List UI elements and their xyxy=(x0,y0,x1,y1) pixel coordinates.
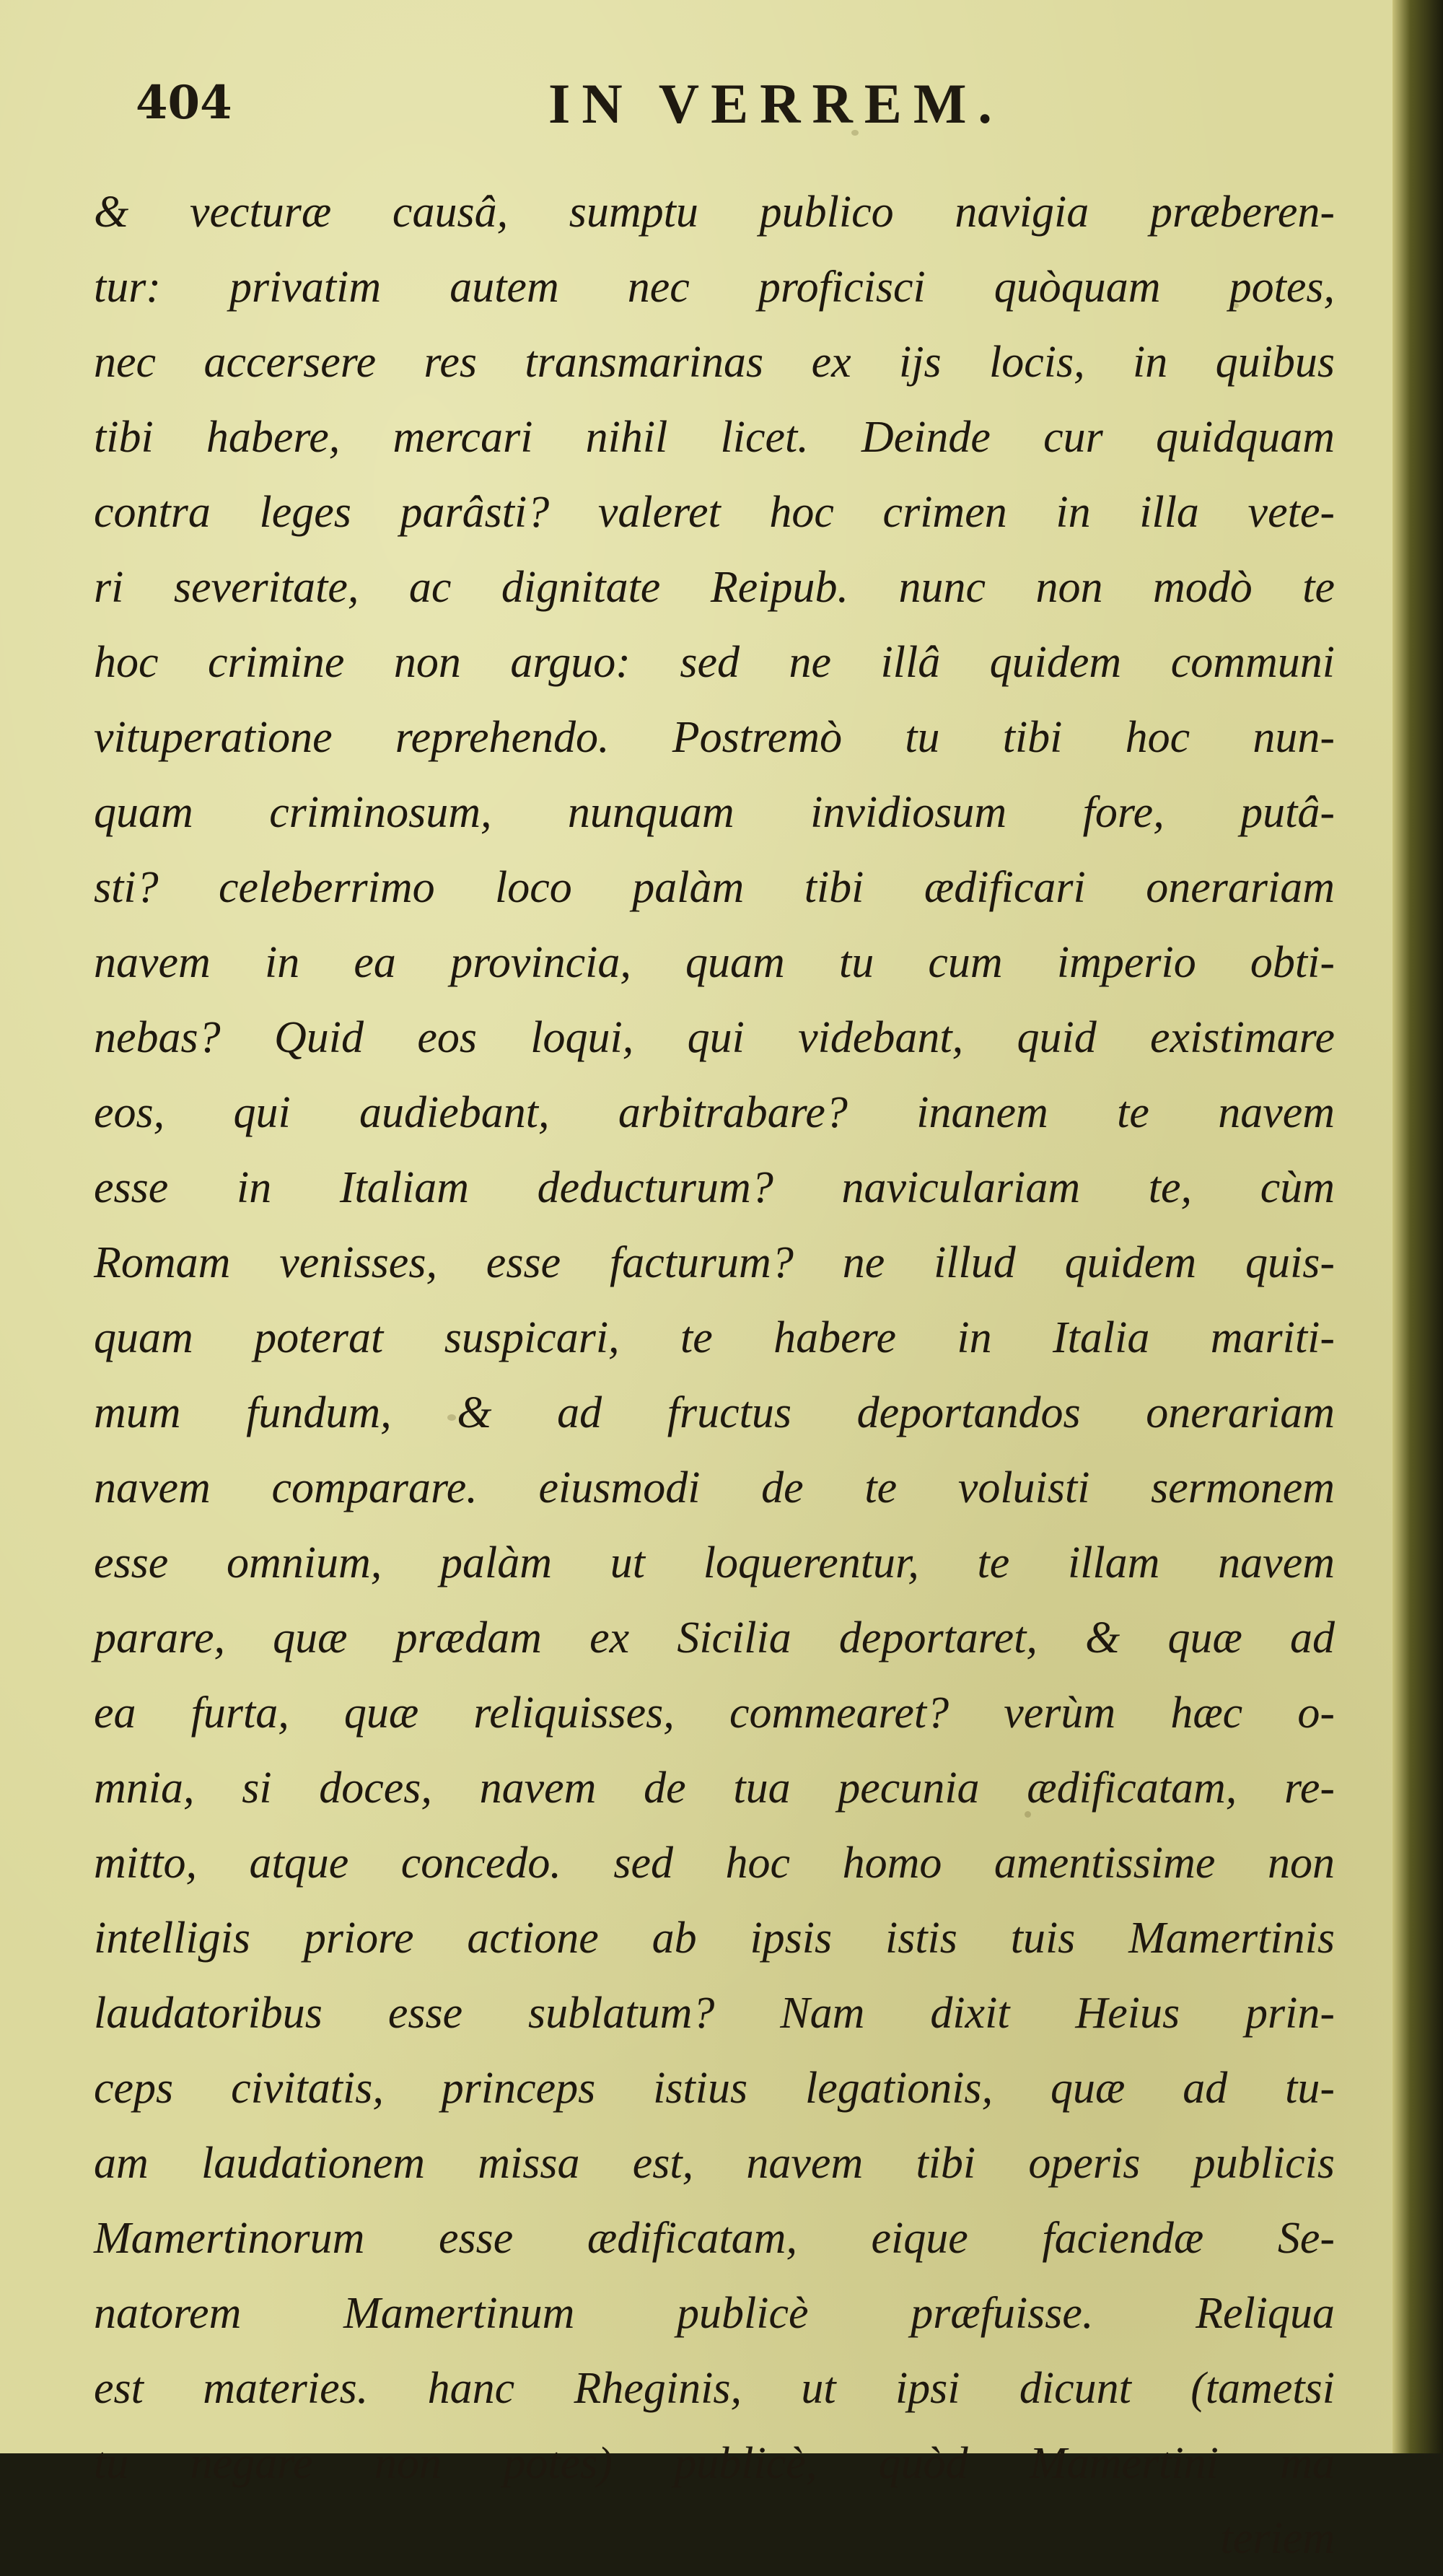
text-line: natorem Mamertinum publicè præfuisse. Reliqua xyxy=(94,2289,1335,2338)
text-line: esse in Italiam deducturum? navicularіam te, cùm xyxy=(94,1163,1335,1212)
text-line: esse omnium, palàm ut loquerentur, te illam navem xyxy=(94,1538,1335,1587)
catchword: teriem xyxy=(1220,2514,1335,2563)
text-line: est materies. hanc Rheginis, ut ipsi dicunt (tametsi xyxy=(94,2364,1335,2413)
text-line: ea furta, quæ reliquisses, commearet? verùm hæc o- xyxy=(94,1688,1335,1738)
text-line: tibi habere, mercari nihil licet. Deinde cur quidquam xyxy=(94,413,1335,462)
text-line: contra leges parâsti? valeret hoc crimen in illa vete- xyxy=(94,488,1335,537)
text-line: am laudationem missa est, navem tibi operis publicis xyxy=(94,2139,1335,2188)
text-line: mitto, atque concedo. sed hoc homo amentissime non xyxy=(94,1839,1335,1888)
text-line: & vecturæ causâ, sumptu publico navigia præberen- xyxy=(94,188,1335,237)
text-line: tur: privatim autem nec proficisci quòquam potes, xyxy=(94,263,1335,312)
text-line: nec accersere res transmarinas ex ijs locis, in quibus xyxy=(94,338,1335,387)
book-gutter xyxy=(1392,0,1443,2453)
text-line: Romam venisses, esse facturum? ne illud quidem quis- xyxy=(94,1238,1335,1287)
page-header xyxy=(0,72,1405,155)
text-line: Mamertinorum esse ædificatam, eique faciendæ Se- xyxy=(94,2214,1335,2263)
text-line: laudatoribus esse sublatum? Nam dixit Heius prin- xyxy=(94,1989,1335,2038)
text-line: ri severitate, ac dignitate Reipub. nunc non modò te xyxy=(94,563,1335,612)
text-line: eos, qui audiebant, arbitrabare? inanem te navem xyxy=(94,1088,1335,1137)
latin-text-body xyxy=(94,175,1335,2576)
text-line: intelligis priore actione ab ipsis istis tuis Mamertinis xyxy=(94,1914,1335,1963)
text-line: sti? celeberrimo loco palàm tibi ædificari onerariam xyxy=(94,863,1335,912)
text-line: quam poterat suspicari, te habere in Italia mariti- xyxy=(94,1313,1335,1362)
text-line: hoc crimine non arguo: sed ne illâ quidem communi xyxy=(94,638,1335,687)
text-line: mum fundum, & ad fructus deportandos onerariam xyxy=(94,1388,1335,1437)
running-head: IN VERREM. xyxy=(548,72,1004,135)
page-number: 404 xyxy=(136,76,232,130)
text-line: vituperatione reprehendo. Postremò tu tibi hoc nun- xyxy=(94,713,1335,762)
text-line: mnia, si doces, navem de tua pecunia ædificatam, re- xyxy=(94,1764,1335,1813)
text-line: quam criminosum, nunquam invidiosum fore, putâ- xyxy=(94,788,1335,837)
text-line: navem comparare. eiusmodi de te voluisti sermonem xyxy=(94,1463,1335,1512)
text-line: ceps civitatis, princeps istius legationis, quæ ad tu- xyxy=(94,2064,1335,2113)
text-line: navem in ea provincia, quam tu cum imperio obti- xyxy=(94,938,1335,987)
text-line: parare, quæ prædam ex Sicilia deportaret, & quæ ad xyxy=(94,1613,1335,1662)
text-line: nebas? Quid eos loqui, qui videbant, quid existimare xyxy=(94,1013,1335,1062)
text-line: tu negare non potes) publicè, quòd Mamertini ma xyxy=(94,2439,1335,2488)
